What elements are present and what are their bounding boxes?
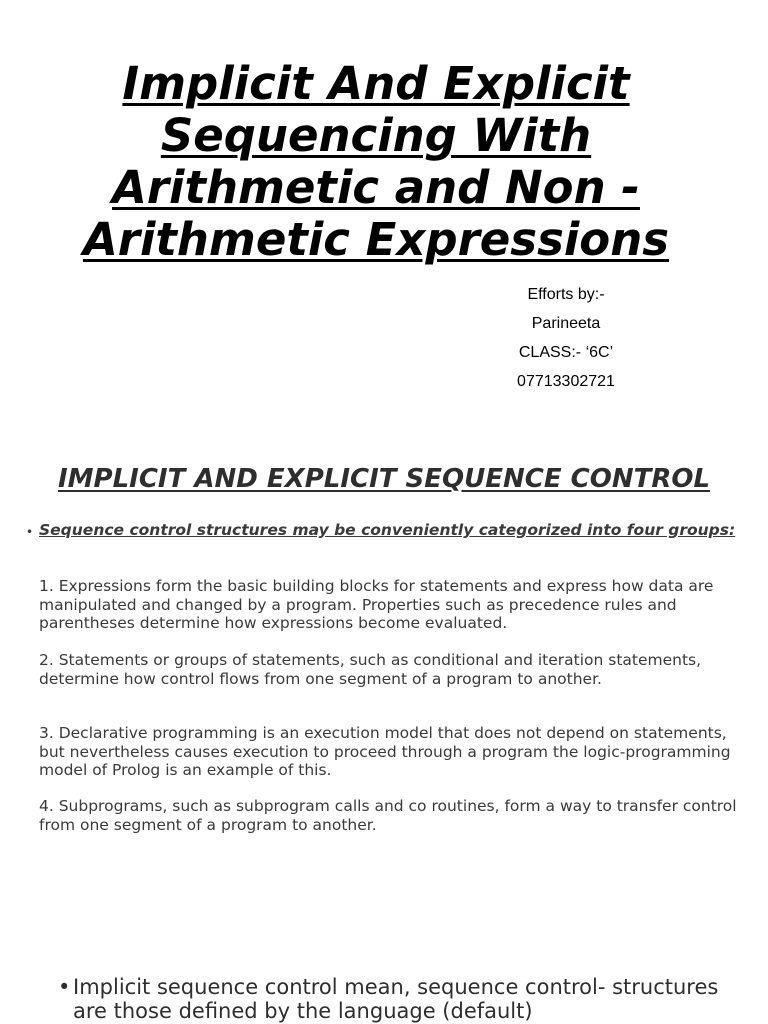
bullet-dot-icon: • <box>26 525 34 539</box>
implicit-control-text: Implicit sequence control mean, sequence control- structures are those defined by the language (default) <box>73 975 719 1023</box>
credits-author-name: Parineeta <box>531 315 601 332</box>
bullet-dot-icon: • <box>58 975 71 999</box>
paragraph-expressions: 1. Expressions form the basic building blocks for statements and express how data are manipulated and changed by a program. Properties such as precedence rules and parentheses determine how expressions become evaluated. <box>39 577 714 632</box>
lead-bullet-text: Sequence control structures may be conveniently categorized into four groups: <box>39 521 736 539</box>
slide-title: Implicit And Explicit Sequencing With Arithmetic and Non - Arithmetic Expressions <box>82 57 670 266</box>
implicit-control-bullet <box>58 975 748 1023</box>
paragraph-subprograms: 4. Subprograms, such as subprogram calls and co routines, form a way to transfer control from one segment of a program to another. <box>39 797 737 834</box>
section-heading: IMPLICIT AND EXPLICIT SEQUENCE CONTROL <box>58 464 711 494</box>
paragraph-statements: 2. Statements or groups of statements, such as conditional and iteration statements, determine how control flows from one segment of a program to another. <box>39 651 702 688</box>
credits-block <box>466 280 666 396</box>
paragraph-declarative: 3. Declarative programming is an execution model that does not depend on statements, but nevertheless causes execution to proceed through a program the logic-programming model of Prolog is an example of this. <box>39 724 731 779</box>
credits-efforts-label: Efforts by:- <box>527 286 605 303</box>
credits-class: CLASS:- ‘6C’ <box>518 344 614 361</box>
lead-bullet <box>26 521 746 540</box>
credits-roll-number: 07713302721 <box>517 373 615 390</box>
